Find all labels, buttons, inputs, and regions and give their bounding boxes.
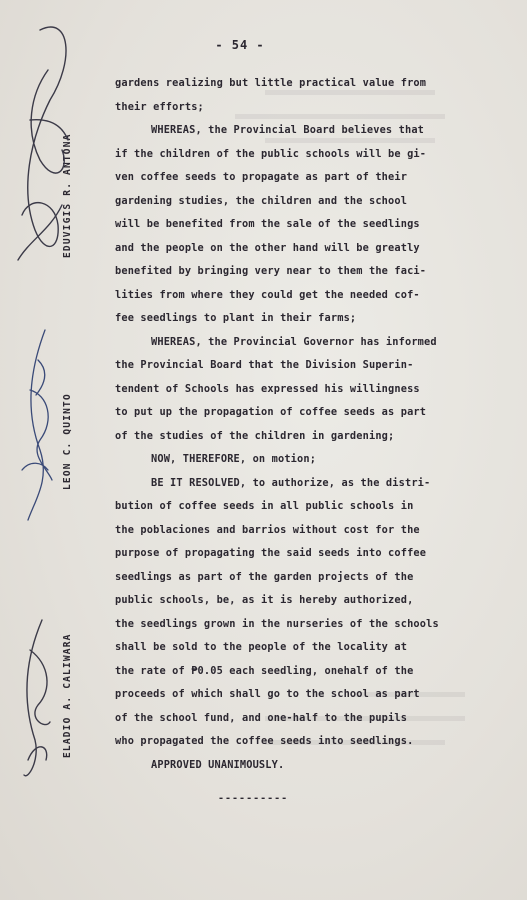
text-line: if the children of the public schools will be gi-: [115, 147, 427, 160]
text-line: the Provincial Board that the Division Superin-: [115, 359, 414, 371]
closing-rule: ----------: [218, 793, 289, 804]
text-line: lities from where they could get the needed cof-: [115, 288, 420, 301]
text-line: of the school fund, and one-half to the pupils: [115, 711, 408, 724]
text-line: WHEREAS, the Provincial Board believes that: [151, 124, 425, 136]
text-line: NOW, THEREFORE, on motion;: [151, 453, 317, 465]
text-line: seedlings as part of the garden projects of the: [115, 570, 414, 583]
text-line: the rate of ₱0.05 each seedling, onehalf of the: [115, 664, 414, 677]
resolution-body: [115, 72, 485, 777]
text-line: tendent of Schools has expressed his willingness: [115, 382, 420, 395]
text-line: gardening studies, the children and the school: [115, 194, 408, 207]
text-line: BE IT RESOLVED, to authorize, as the distri-: [151, 476, 431, 489]
text-line: to put up the propagation of coffee seeds as part: [115, 406, 427, 418]
text-line: gardens realizing but little practical value from: [115, 77, 427, 89]
page-number: - 54 -: [215, 38, 265, 52]
signatory-name-1: EDUVIGIS R. ANTONA: [62, 133, 73, 258]
text-line: ven coffee seeds to propagate as part of their: [115, 171, 408, 183]
signatory-name-2: LEON C. QUINTO: [62, 393, 73, 490]
text-line: and the people on the other hand will be greatly: [115, 241, 420, 254]
text-line: bution of coffee seeds in all public schools in: [115, 500, 414, 512]
text-line: will be benefited from the sale of the seedlings: [115, 218, 420, 230]
signatory-name-3: ELADIO A. CALIWARA: [62, 633, 73, 758]
text-line: public schools, be, as it is hereby authorized,: [115, 594, 414, 606]
text-line: benefited by bringing very near to them the faci-: [115, 265, 427, 277]
text-line: purpose of propagating the said seeds into coffee: [115, 547, 427, 559]
signatures-layer: [0, 0, 120, 900]
text-line: the poblaciones and barrios without cost for the: [115, 523, 420, 536]
text-line: who propagated the coffee seeds into seedlings.: [115, 735, 414, 747]
text-line: proceeds of which shall go to the school as part: [115, 688, 420, 700]
text-line: their efforts;: [115, 100, 204, 113]
text-line: APPROVED UNANIMOUSLY.: [151, 758, 285, 771]
signature-3-icon: [24, 620, 50, 776]
text-line: the seedlings grown in the nurseries of the schools: [115, 617, 439, 630]
signature-1-icon: [18, 27, 68, 260]
text-line: WHEREAS, the Provincial Governor has informed: [151, 335, 437, 348]
text-line: of the studies of the children in gardening;: [115, 429, 395, 442]
text-line: fee seedlings to plant in their farms;: [115, 312, 357, 324]
text-line: shall be sold to the people of the locality at: [115, 641, 408, 653]
signature-2-icon: [22, 330, 52, 520]
